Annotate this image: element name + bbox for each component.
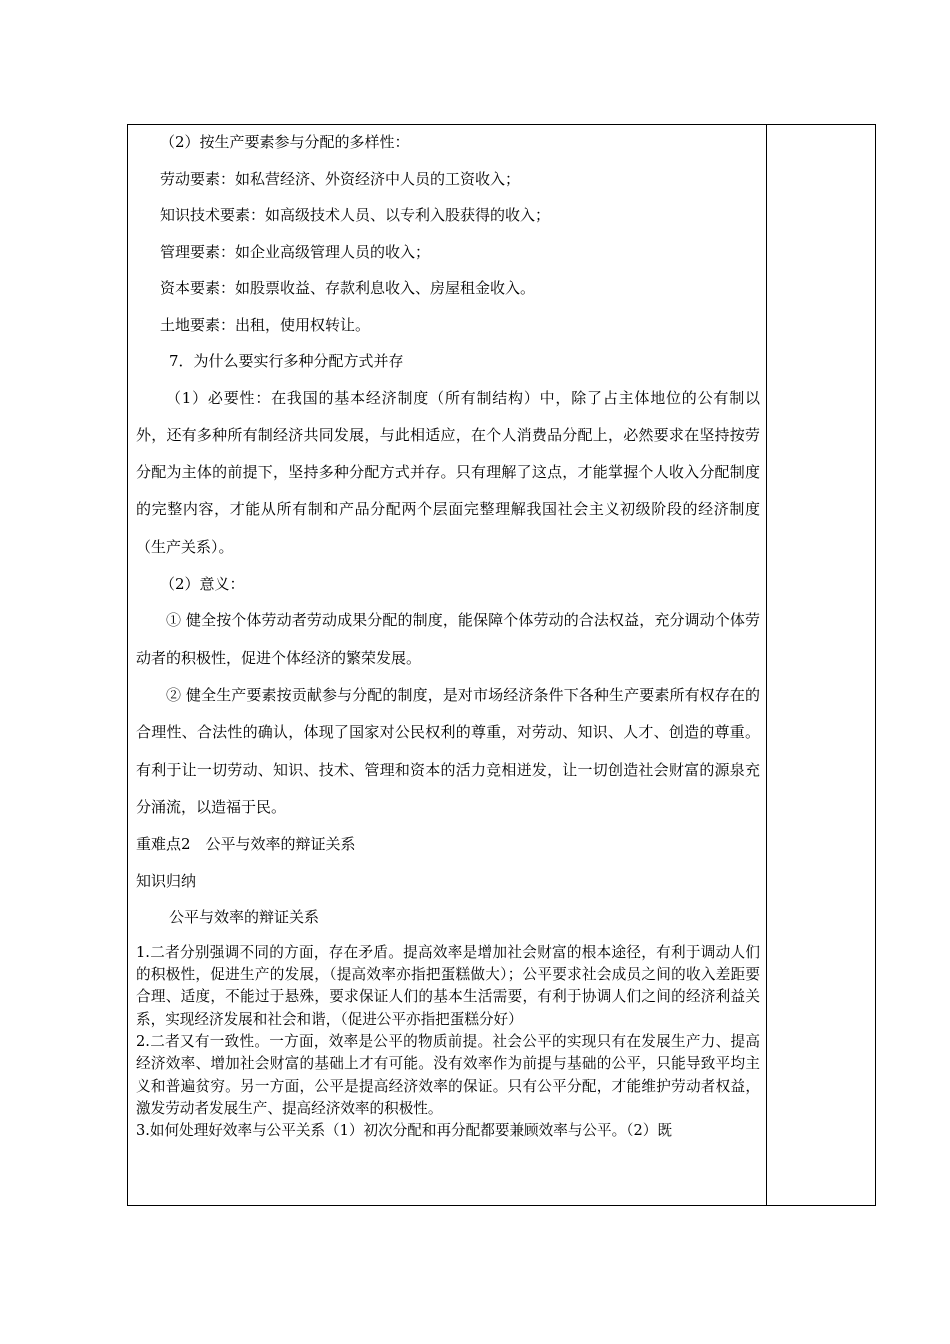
section-subtitle: 公平与效率的辩证关系 — [169, 908, 320, 927]
table-column-divider — [766, 124, 767, 1206]
key-point-2-title: 重难点2 公平与效率的辩证关系 — [136, 835, 356, 854]
knowledge-factor: 知识技术要素：如高级技术人员、以专利入股获得的收入； — [160, 206, 551, 224]
question-7: 7．为什么要实行多种分配方式并存 — [169, 352, 404, 370]
management-factor: 管理要素：如企业高级管理人员的收入； — [160, 242, 431, 261]
factor-diversity-heading: （2）按生产要素参与分配的多样性： — [160, 133, 410, 151]
meaning-heading: （2）意义： — [160, 574, 245, 593]
labor-factor: 劳动要素：如私营经济、外资经济中人员的工资收入； — [160, 169, 521, 188]
land-factor: 土地要素：出租，使用权转让。 — [160, 315, 371, 334]
meaning-point-1: ① 健全按个体劳动者劳动成果分配的制度，能保障个体劳动的合法权益，充分调动个体劳动者的积极性，促进个体经济的繁荣发展。 — [136, 611, 760, 667]
dialectic-point-1: 1.二者分别强调不同的方面，存在矛盾。提高效率是增加社会财富的根本途径，有利于调动人们的积极性，促进生产的发展，（提高效率亦指把蛋糕做大）；公平要求社会成员之间的收入差距要合理、适度，不能过于悬殊，要求保证人们的基本生活需要，有利于协调人们之间的经济利益关系，实现经济发展和社会和谐，（促进公平亦指把蛋糕分好） — [136, 943, 760, 1028]
dialectic-point-2: 2.二者又有一致性。一方面，效率是公平的物质前提。社会公平的实现只有在发展生产力、提高经济效率、增加社会财富的基础上才有可能。没有效率作为前提与基础的公平，只能导致平均主义和普遍贫穷。另一方面，公平是提高经济效率的保证。只有公平分配，才能维护劳动者权益，激发劳动者发展生产、提高经济效率的积极性。 — [136, 1032, 760, 1117]
meaning-point-2: ② 健全生产要素按贡献参与分配的制度，是对市场经济条件下各种生产要素所有权存在的合理性、合法性的确认，体现了国家对公民权利的尊重，对劳动、知识、人才、创造的尊重。有利于让一切劳动、知识、技术、管理和资本的活力竞相迸发，让一切创造社会财富的源泉充分涌流，以造福于民。 — [136, 686, 760, 816]
dialectic-point-3: 3.如何处理好效率与公平关系（1）初次分配和再分配都要兼顾效率与公平。（2）既 — [136, 1122, 672, 1140]
necessity-paragraph: （1）必要性：在我国的基本经济制度（所有制结构）中，除了占主体地位的公有制以外，还有多种所有制经济共同发展，与此相适应，在个人消费品分配上，必然要求在坚持按劳分配为主体的前提下，坚持多种分配方式并存。只有理解了这点，才能掌握个人收入分配制度的完整内容，才能从所有制和产品分配两个层面完整理解我国社会主义初级阶段的经济制度（生产关系）。 — [136, 388, 760, 556]
main-cell-content — [136, 124, 760, 1204]
capital-factor: 资本要素：如股票收益、存款利息收入、房屋租金收入。 — [160, 279, 536, 297]
knowledge-summary-label: 知识归纳 — [136, 871, 197, 890]
